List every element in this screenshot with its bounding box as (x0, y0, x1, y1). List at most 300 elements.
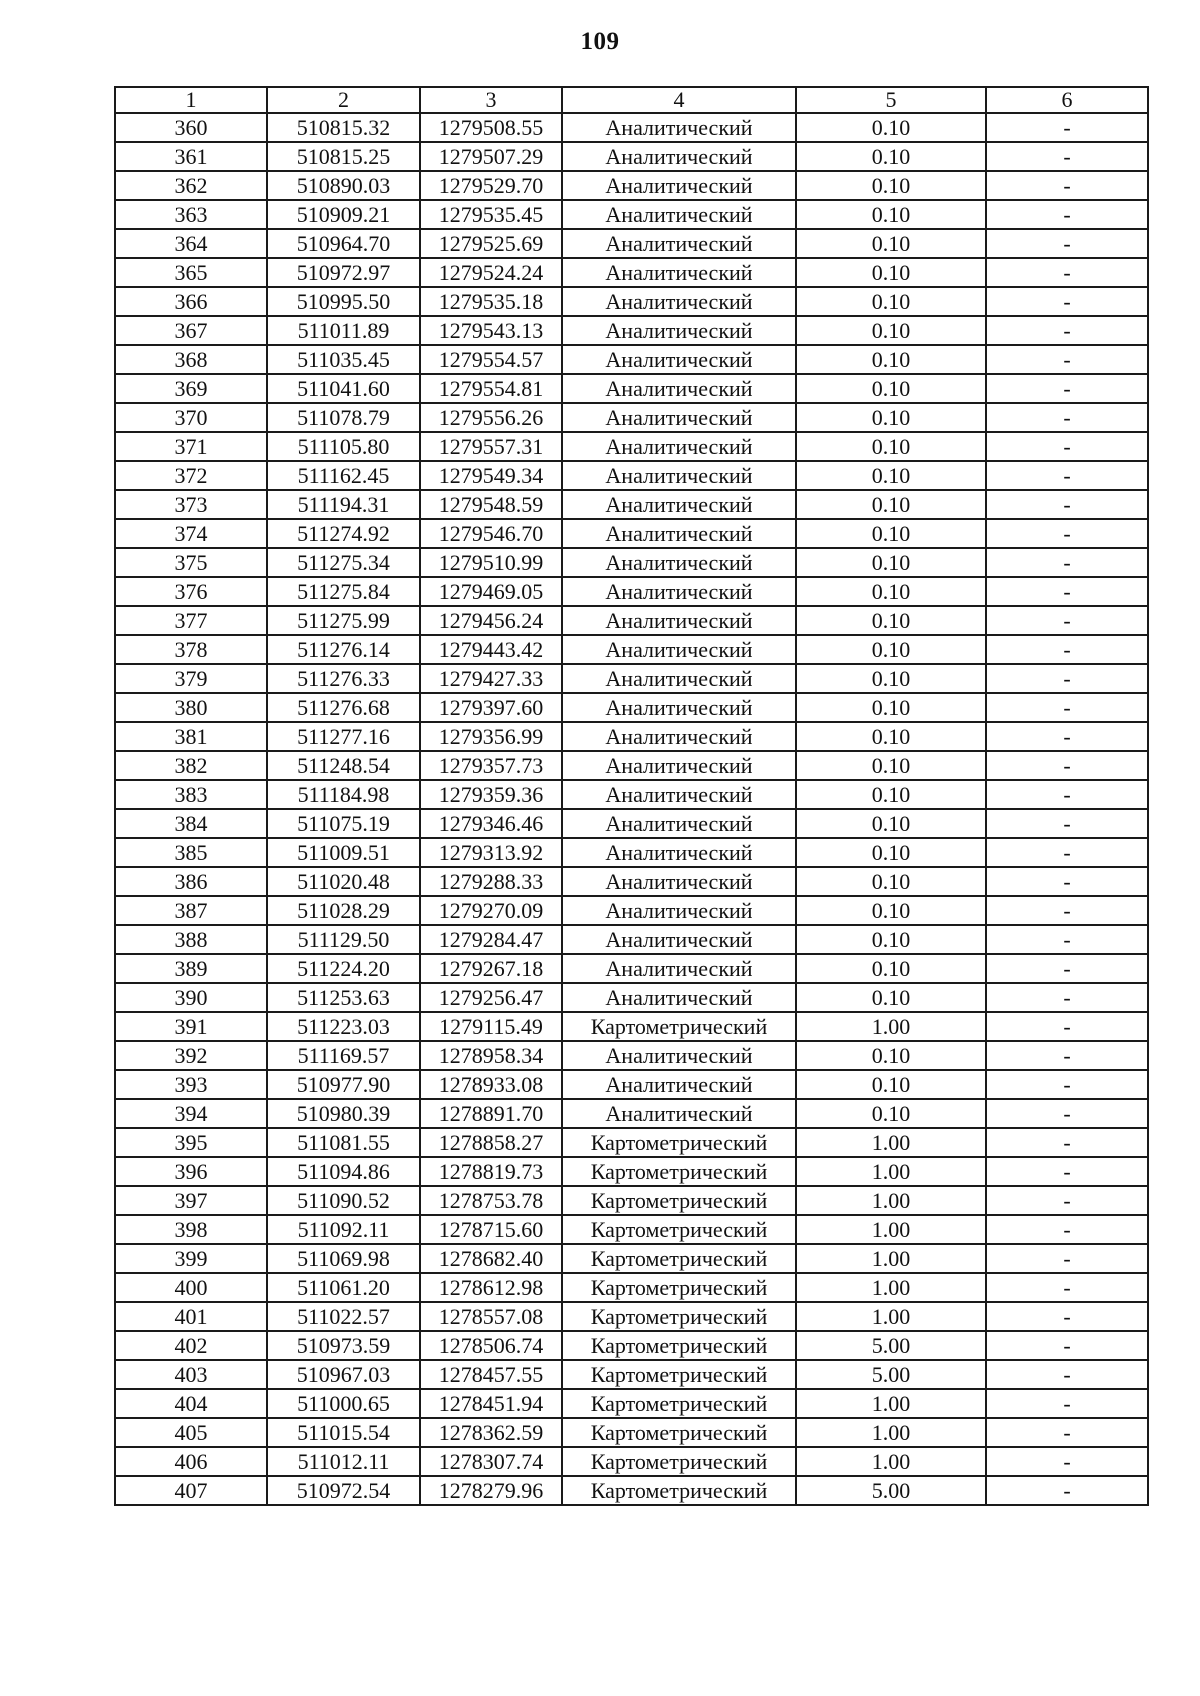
table-row (115, 867, 1148, 896)
y-coordinate-cell: 1278958.34 (420, 1041, 562, 1070)
method-cell: Аналитический (562, 461, 796, 490)
note-cell: - (986, 606, 1148, 635)
x-coordinate-cell: 511081.55 (267, 1128, 420, 1157)
point-number-cell: 389 (115, 954, 267, 983)
y-coordinate-cell: 1279359.36 (420, 780, 562, 809)
y-coordinate-cell: 1279535.45 (420, 200, 562, 229)
note-cell: - (986, 490, 1148, 519)
table-row (115, 1389, 1148, 1418)
note-cell: - (986, 1070, 1148, 1099)
table-row (115, 1476, 1148, 1505)
accuracy-cell: 0.10 (796, 577, 986, 606)
accuracy-cell: 0.10 (796, 983, 986, 1012)
note-cell: - (986, 954, 1148, 983)
point-number-cell: 366 (115, 287, 267, 316)
y-coordinate-cell: 1279524.24 (420, 258, 562, 287)
point-number-cell: 403 (115, 1360, 267, 1389)
accuracy-cell: 0.10 (796, 954, 986, 983)
method-cell: Картометрический (562, 1244, 796, 1273)
note-cell: - (986, 171, 1148, 200)
point-number-cell: 364 (115, 229, 267, 258)
method-cell: Аналитический (562, 664, 796, 693)
note-cell: - (986, 1389, 1148, 1418)
table-row (115, 635, 1148, 664)
accuracy-cell: 0.10 (796, 519, 986, 548)
method-cell: Картометрический (562, 1331, 796, 1360)
table-row (115, 142, 1148, 171)
point-number-cell: 397 (115, 1186, 267, 1215)
point-number-cell: 396 (115, 1157, 267, 1186)
point-number-cell: 374 (115, 519, 267, 548)
x-coordinate-cell: 511274.92 (267, 519, 420, 548)
table-row (115, 1041, 1148, 1070)
note-cell: - (986, 577, 1148, 606)
x-coordinate-cell: 511000.65 (267, 1389, 420, 1418)
table-row (115, 1128, 1148, 1157)
column-header: 1 (115, 87, 267, 113)
note-cell: - (986, 1012, 1148, 1041)
y-coordinate-cell: 1279115.49 (420, 1012, 562, 1041)
note-cell: - (986, 374, 1148, 403)
method-cell: Картометрический (562, 1360, 796, 1389)
y-coordinate-cell: 1279267.18 (420, 954, 562, 983)
note-cell: - (986, 432, 1148, 461)
table-row (115, 954, 1148, 983)
method-cell: Аналитический (562, 780, 796, 809)
point-number-cell: 399 (115, 1244, 267, 1273)
table-row (115, 287, 1148, 316)
x-coordinate-cell: 511253.63 (267, 983, 420, 1012)
table-row (115, 809, 1148, 838)
y-coordinate-cell: 1279543.13 (420, 316, 562, 345)
point-number-cell: 365 (115, 258, 267, 287)
x-coordinate-cell: 510973.59 (267, 1331, 420, 1360)
x-coordinate-cell: 511275.84 (267, 577, 420, 606)
y-coordinate-cell: 1278307.74 (420, 1447, 562, 1476)
table-row (115, 606, 1148, 635)
accuracy-cell: 1.00 (796, 1447, 986, 1476)
method-cell: Аналитический (562, 838, 796, 867)
method-cell: Картометрический (562, 1302, 796, 1331)
accuracy-cell: 1.00 (796, 1128, 986, 1157)
table-row (115, 1012, 1148, 1041)
y-coordinate-cell: 1279357.73 (420, 751, 562, 780)
x-coordinate-cell: 511275.34 (267, 548, 420, 577)
note-cell: - (986, 1128, 1148, 1157)
point-number-cell: 391 (115, 1012, 267, 1041)
method-cell: Аналитический (562, 1099, 796, 1128)
table-row (115, 258, 1148, 287)
note-cell: - (986, 229, 1148, 258)
point-number-cell: 386 (115, 867, 267, 896)
method-cell: Аналитический (562, 1070, 796, 1099)
accuracy-cell: 0.10 (796, 113, 986, 142)
x-coordinate-cell: 511224.20 (267, 954, 420, 983)
x-coordinate-cell: 511009.51 (267, 838, 420, 867)
table-row (115, 548, 1148, 577)
coordinates-table (114, 86, 1149, 1506)
note-cell: - (986, 1186, 1148, 1215)
note-cell: - (986, 809, 1148, 838)
table-row (115, 374, 1148, 403)
y-coordinate-cell: 1279535.18 (420, 287, 562, 316)
point-number-cell: 380 (115, 693, 267, 722)
x-coordinate-cell: 511248.54 (267, 751, 420, 780)
table-row (115, 925, 1148, 954)
point-number-cell: 407 (115, 1476, 267, 1505)
accuracy-cell: 1.00 (796, 1273, 986, 1302)
column-header: 2 (267, 87, 420, 113)
point-number-cell: 363 (115, 200, 267, 229)
table-row (115, 1157, 1148, 1186)
note-cell: - (986, 258, 1148, 287)
method-cell: Аналитический (562, 403, 796, 432)
y-coordinate-cell: 1278858.27 (420, 1128, 562, 1157)
accuracy-cell: 0.10 (796, 722, 986, 751)
y-coordinate-cell: 1278279.96 (420, 1476, 562, 1505)
accuracy-cell: 1.00 (796, 1302, 986, 1331)
method-cell: Картометрический (562, 1389, 796, 1418)
y-coordinate-cell: 1278933.08 (420, 1070, 562, 1099)
note-cell: - (986, 403, 1148, 432)
accuracy-cell: 0.10 (796, 780, 986, 809)
x-coordinate-cell: 511169.57 (267, 1041, 420, 1070)
note-cell: - (986, 722, 1148, 751)
point-number-cell: 406 (115, 1447, 267, 1476)
y-coordinate-cell: 1278819.73 (420, 1157, 562, 1186)
x-coordinate-cell: 510972.54 (267, 1476, 420, 1505)
y-coordinate-cell: 1279469.05 (420, 577, 562, 606)
method-cell: Аналитический (562, 258, 796, 287)
table-row (115, 693, 1148, 722)
x-coordinate-cell: 511162.45 (267, 461, 420, 490)
method-cell: Картометрический (562, 1012, 796, 1041)
note-cell: - (986, 693, 1148, 722)
accuracy-cell: 0.10 (796, 490, 986, 519)
note-cell: - (986, 1331, 1148, 1360)
method-cell: Аналитический (562, 983, 796, 1012)
y-coordinate-cell: 1279557.31 (420, 432, 562, 461)
method-cell: Картометрический (562, 1476, 796, 1505)
x-coordinate-cell: 511075.19 (267, 809, 420, 838)
note-cell: - (986, 287, 1148, 316)
note-cell: - (986, 925, 1148, 954)
method-cell: Аналитический (562, 374, 796, 403)
x-coordinate-cell: 511012.11 (267, 1447, 420, 1476)
x-coordinate-cell: 510909.21 (267, 200, 420, 229)
y-coordinate-cell: 1279546.70 (420, 519, 562, 548)
point-number-cell: 384 (115, 809, 267, 838)
method-cell: Картометрический (562, 1157, 796, 1186)
table-row (115, 490, 1148, 519)
y-coordinate-cell: 1278506.74 (420, 1331, 562, 1360)
accuracy-cell: 0.10 (796, 287, 986, 316)
y-coordinate-cell: 1279548.59 (420, 490, 562, 519)
y-coordinate-cell: 1279554.81 (420, 374, 562, 403)
table-row (115, 1244, 1148, 1273)
point-number-cell: 369 (115, 374, 267, 403)
note-cell: - (986, 1157, 1148, 1186)
accuracy-cell: 0.10 (796, 1041, 986, 1070)
accuracy-cell: 1.00 (796, 1418, 986, 1447)
method-cell: Аналитический (562, 142, 796, 171)
note-cell: - (986, 780, 1148, 809)
table-row (115, 113, 1148, 142)
table-row (115, 1302, 1148, 1331)
table-row (115, 1070, 1148, 1099)
method-cell: Аналитический (562, 925, 796, 954)
accuracy-cell: 5.00 (796, 1360, 986, 1389)
y-coordinate-cell: 1278362.59 (420, 1418, 562, 1447)
accuracy-cell: 0.10 (796, 664, 986, 693)
table-row (115, 1331, 1148, 1360)
x-coordinate-cell: 511194.31 (267, 490, 420, 519)
method-cell: Аналитический (562, 316, 796, 345)
y-coordinate-cell: 1279313.92 (420, 838, 562, 867)
point-number-cell: 385 (115, 838, 267, 867)
y-coordinate-cell: 1278457.55 (420, 1360, 562, 1389)
note-cell: - (986, 1360, 1148, 1389)
note-cell: - (986, 896, 1148, 925)
note-cell: - (986, 1302, 1148, 1331)
point-number-cell: 393 (115, 1070, 267, 1099)
column-header: 5 (796, 87, 986, 113)
y-coordinate-cell: 1278682.40 (420, 1244, 562, 1273)
accuracy-cell: 0.10 (796, 635, 986, 664)
point-number-cell: 371 (115, 432, 267, 461)
note-cell: - (986, 461, 1148, 490)
x-coordinate-cell: 510967.03 (267, 1360, 420, 1389)
accuracy-cell: 1.00 (796, 1215, 986, 1244)
y-coordinate-cell: 1279397.60 (420, 693, 562, 722)
table-row (115, 1360, 1148, 1389)
accuracy-cell: 5.00 (796, 1331, 986, 1360)
table-row (115, 432, 1148, 461)
accuracy-cell: 0.10 (796, 258, 986, 287)
method-cell: Аналитический (562, 693, 796, 722)
table-row (115, 780, 1148, 809)
accuracy-cell: 0.10 (796, 548, 986, 577)
method-cell: Аналитический (562, 896, 796, 925)
y-coordinate-cell: 1279508.55 (420, 113, 562, 142)
table-body (115, 113, 1148, 1505)
accuracy-cell: 1.00 (796, 1157, 986, 1186)
table-header-row (115, 87, 1148, 113)
point-number-cell: 394 (115, 1099, 267, 1128)
method-cell: Картометрический (562, 1273, 796, 1302)
note-cell: - (986, 345, 1148, 374)
note-cell: - (986, 1418, 1148, 1447)
y-coordinate-cell: 1279529.70 (420, 171, 562, 200)
point-number-cell: 404 (115, 1389, 267, 1418)
method-cell: Аналитический (562, 809, 796, 838)
table-row (115, 345, 1148, 374)
note-cell: - (986, 1099, 1148, 1128)
accuracy-cell: 1.00 (796, 1012, 986, 1041)
method-cell: Аналитический (562, 287, 796, 316)
method-cell: Аналитический (562, 490, 796, 519)
x-coordinate-cell: 511015.54 (267, 1418, 420, 1447)
table-row (115, 1447, 1148, 1476)
point-number-cell: 361 (115, 142, 267, 171)
note-cell: - (986, 316, 1148, 345)
x-coordinate-cell: 510972.97 (267, 258, 420, 287)
x-coordinate-cell: 511223.03 (267, 1012, 420, 1041)
method-cell: Картометрический (562, 1418, 796, 1447)
method-cell: Аналитический (562, 171, 796, 200)
method-cell: Аналитический (562, 954, 796, 983)
point-number-cell: 367 (115, 316, 267, 345)
method-cell: Аналитический (562, 722, 796, 751)
accuracy-cell: 1.00 (796, 1244, 986, 1273)
point-number-cell: 375 (115, 548, 267, 577)
note-cell: - (986, 867, 1148, 896)
y-coordinate-cell: 1278753.78 (420, 1186, 562, 1215)
accuracy-cell: 0.10 (796, 925, 986, 954)
point-number-cell: 362 (115, 171, 267, 200)
point-number-cell: 387 (115, 896, 267, 925)
table-row (115, 461, 1148, 490)
accuracy-cell: 0.10 (796, 1070, 986, 1099)
y-coordinate-cell: 1279284.47 (420, 925, 562, 954)
method-cell: Картометрический (562, 1128, 796, 1157)
x-coordinate-cell: 511276.14 (267, 635, 420, 664)
table-row (115, 1215, 1148, 1244)
accuracy-cell: 5.00 (796, 1476, 986, 1505)
y-coordinate-cell: 1279443.42 (420, 635, 562, 664)
table-row (115, 1099, 1148, 1128)
y-coordinate-cell: 1279556.26 (420, 403, 562, 432)
method-cell: Аналитический (562, 606, 796, 635)
table-row (115, 1418, 1148, 1447)
x-coordinate-cell: 510815.25 (267, 142, 420, 171)
table-row (115, 577, 1148, 606)
method-cell: Картометрический (562, 1215, 796, 1244)
table-row (115, 171, 1148, 200)
y-coordinate-cell: 1279507.29 (420, 142, 562, 171)
y-coordinate-cell: 1278715.60 (420, 1215, 562, 1244)
y-coordinate-cell: 1279554.57 (420, 345, 562, 374)
method-cell: Аналитический (562, 751, 796, 780)
accuracy-cell: 0.10 (796, 432, 986, 461)
note-cell: - (986, 548, 1148, 577)
note-cell: - (986, 1244, 1148, 1273)
x-coordinate-cell: 511011.89 (267, 316, 420, 345)
note-cell: - (986, 635, 1148, 664)
y-coordinate-cell: 1279510.99 (420, 548, 562, 577)
accuracy-cell: 0.10 (796, 693, 986, 722)
point-number-cell: 405 (115, 1418, 267, 1447)
method-cell: Аналитический (562, 519, 796, 548)
table-row (115, 316, 1148, 345)
x-coordinate-cell: 511078.79 (267, 403, 420, 432)
point-number-cell: 400 (115, 1273, 267, 1302)
x-coordinate-cell: 511028.29 (267, 896, 420, 925)
point-number-cell: 360 (115, 113, 267, 142)
x-coordinate-cell: 511276.33 (267, 664, 420, 693)
accuracy-cell: 1.00 (796, 1389, 986, 1418)
accuracy-cell: 0.10 (796, 606, 986, 635)
point-number-cell: 372 (115, 461, 267, 490)
point-number-cell: 382 (115, 751, 267, 780)
point-number-cell: 390 (115, 983, 267, 1012)
x-coordinate-cell: 511041.60 (267, 374, 420, 403)
table-row (115, 229, 1148, 258)
column-header: 3 (420, 87, 562, 113)
page-number: 109 (580, 28, 620, 55)
note-cell: - (986, 1215, 1148, 1244)
x-coordinate-cell: 510980.39 (267, 1099, 420, 1128)
x-coordinate-cell: 511275.99 (267, 606, 420, 635)
x-coordinate-cell: 511035.45 (267, 345, 420, 374)
x-coordinate-cell: 510995.50 (267, 287, 420, 316)
note-cell: - (986, 983, 1148, 1012)
x-coordinate-cell: 511090.52 (267, 1186, 420, 1215)
note-cell: - (986, 838, 1148, 867)
note-cell: - (986, 1041, 1148, 1070)
point-number-cell: 368 (115, 345, 267, 374)
y-coordinate-cell: 1279456.24 (420, 606, 562, 635)
x-coordinate-cell: 511094.86 (267, 1157, 420, 1186)
method-cell: Аналитический (562, 432, 796, 461)
note-cell: - (986, 664, 1148, 693)
point-number-cell: 398 (115, 1215, 267, 1244)
accuracy-cell: 0.10 (796, 200, 986, 229)
point-number-cell: 381 (115, 722, 267, 751)
x-coordinate-cell: 510890.03 (267, 171, 420, 200)
accuracy-cell: 0.10 (796, 896, 986, 925)
accuracy-cell: 0.10 (796, 809, 986, 838)
accuracy-cell: 0.10 (796, 461, 986, 490)
accuracy-cell: 0.10 (796, 374, 986, 403)
method-cell: Аналитический (562, 867, 796, 896)
accuracy-cell: 0.10 (796, 229, 986, 258)
column-header: 6 (986, 87, 1148, 113)
table-row (115, 838, 1148, 867)
y-coordinate-cell: 1279288.33 (420, 867, 562, 896)
point-number-cell: 395 (115, 1128, 267, 1157)
y-coordinate-cell: 1279270.09 (420, 896, 562, 925)
y-coordinate-cell: 1279346.46 (420, 809, 562, 838)
x-coordinate-cell: 510815.32 (267, 113, 420, 142)
x-coordinate-cell: 511129.50 (267, 925, 420, 954)
method-cell: Аналитический (562, 200, 796, 229)
table-row (115, 722, 1148, 751)
table-row (115, 751, 1148, 780)
note-cell: - (986, 1273, 1148, 1302)
table-row (115, 1273, 1148, 1302)
accuracy-cell: 0.10 (796, 345, 986, 374)
table-row (115, 664, 1148, 693)
accuracy-cell: 0.10 (796, 171, 986, 200)
point-number-cell: 379 (115, 664, 267, 693)
table-row (115, 896, 1148, 925)
accuracy-cell: 0.10 (796, 1099, 986, 1128)
x-coordinate-cell: 511069.98 (267, 1244, 420, 1273)
y-coordinate-cell: 1279256.47 (420, 983, 562, 1012)
x-coordinate-cell: 511022.57 (267, 1302, 420, 1331)
point-number-cell: 383 (115, 780, 267, 809)
note-cell: - (986, 142, 1148, 171)
accuracy-cell: 0.10 (796, 403, 986, 432)
y-coordinate-cell: 1278891.70 (420, 1099, 562, 1128)
method-cell: Аналитический (562, 577, 796, 606)
note-cell: - (986, 1476, 1148, 1505)
x-coordinate-cell: 510964.70 (267, 229, 420, 258)
x-coordinate-cell: 511061.20 (267, 1273, 420, 1302)
point-number-cell: 376 (115, 577, 267, 606)
method-cell: Картометрический (562, 1186, 796, 1215)
